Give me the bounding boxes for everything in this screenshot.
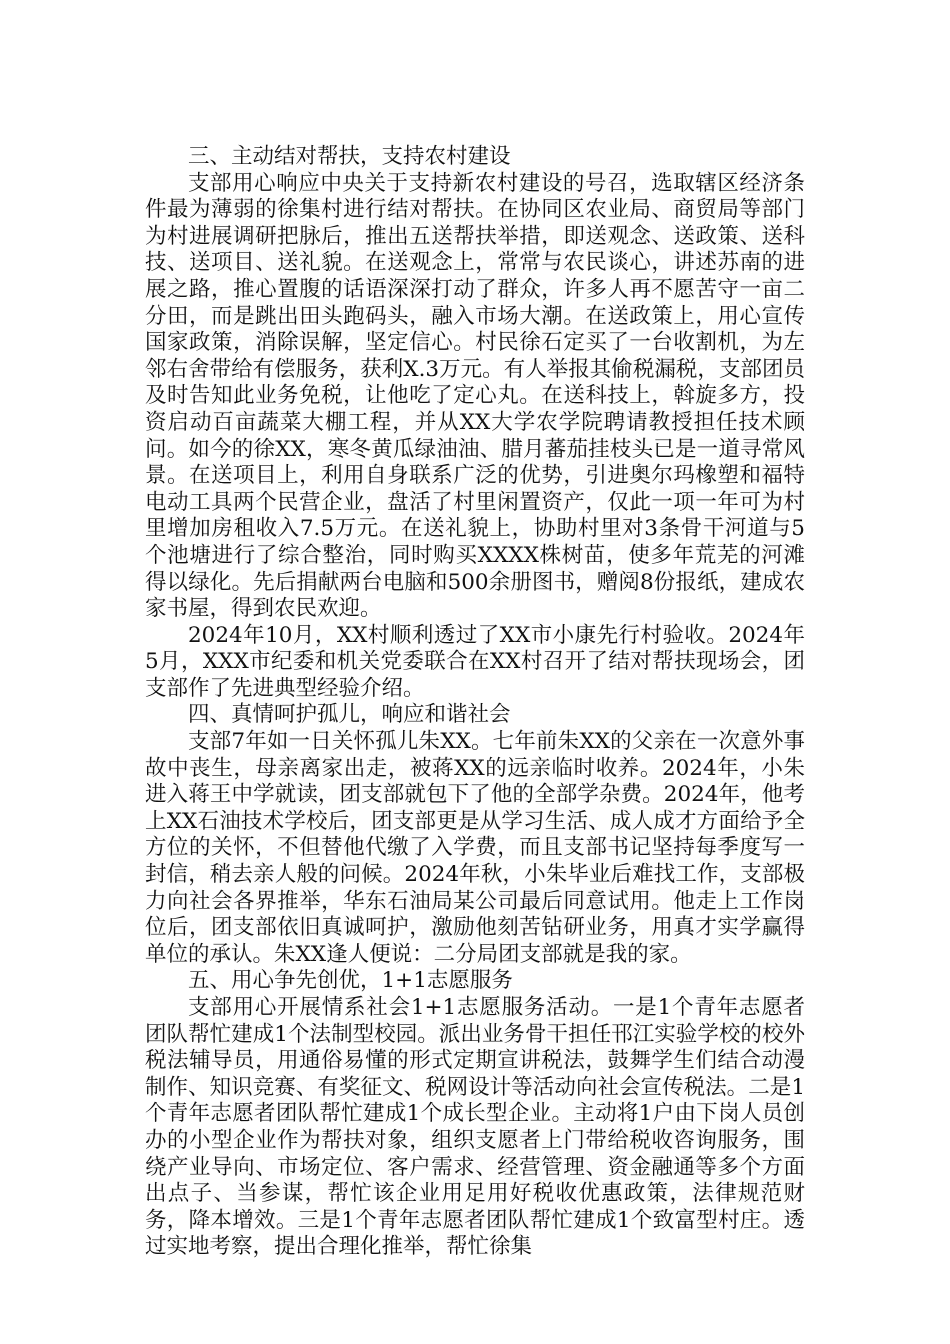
paragraph: 支部用心开展情系社会1+1志愿服务活动。一是1个青年志愿者团队帮忙建成1个法制型校园。派出业务骨干担任邗江实验学校的校外税法辅导员，用通俗易懂的形式定期宣讲税法，鼓舞学生们结合动漫制作、知识竞赛、有奖征文、税网设计等活动向社会宣传税法。二是1个青年志愿者团队帮忙建成1个成长型企业。主动将1户由下岗人员创办的小型企业作为帮扶对象，组织支愿者上门带给税收咨询服务，围绕产业导向、市场定位、客户需求、经营管理、资金融通等多个方面出点子、当参谋，帮忙该企业用足用好税收优惠政策，法律规范财务，降本增效。三是1个青年志愿者团队帮忙建成1个致富型村庄。透过实地考察，提出合理化推举，帮忙徐集 <box>145 995 805 1260</box>
paragraph: 支部7年如一日关怀孤儿朱XX。七年前朱XX的父亲在一次意外事故中丧生，母亲离家出走，被蒋XX的远亲临时收养。2024年，小朱进入蒋王中学就读，团支部就包下了他的全部学杂费。2024年，他考上XX石油技术学校后，团支部更是从学习生活、成人成才方面给予全方位的关怀，不但替他代缴了入学费，而且支部书记坚持每季度写一封信，稍去亲人般的问候。2024年秋，小朱毕业后难找工作，支部极力向社会各界推举，华东石油局某公司最后同意试用。他走上工作岗位后，团支部依旧真诚呵护，激励他刻苦钻研业务，用真才实学赢得单位的承认。朱XX逢人便说：二分局团支部就是我的家。 <box>145 729 805 967</box>
section-heading: 四、真情呵护孤儿，响应和谐社会 <box>188 702 511 728</box>
document-page <box>145 144 805 1261</box>
paragraph: 2024年10月，XX村顺利透过了XX市小康先行村验收。2024年5月，XXX市纪委和机关党委联合在XX村召开了结对帮扶现场会，团支部作了先进典型经验介绍。 <box>145 622 805 701</box>
section-heading: 五、用心争先创优，1+1志愿服务 <box>188 968 513 994</box>
section-heading: 三、主动结对帮扶，支持农村建设 <box>188 144 511 169</box>
paragraph: 支部用心响应中央关于支持新农村建设的号召，选取辖区经济条件最为薄弱的徐集村进行结对帮扶。在协同区农业局、商贸局等部门为村进展调研把脉后，推出五送帮扶举措，即送观念、送政策、送科技、送项目、送礼貌。在送观念上，常常与农民谈心，讲述苏南的进展之路，推心置腹的话语深深打动了群众，许多人再不愿苦守一亩二分田，而是跳出田头跑码头，融入市场大潮。在送政策上，用心宣传国家政策，消除误解，坚定信心。村民徐石定买了一台收割机，为左邻右舍带给有偿服务，获利X.3万元。有人举报其偷税漏税，支部团员及时告知此业务免税，让他吃了定心丸。在送科技上，斡旋多方，投资启动百亩蔬菜大棚工程，并从XX大学农学院聘请教授担任技术顾问。如今的徐XX，寒冬黄瓜绿油油、腊月蕃茄挂枝头已是一道寻常风景。在送项目上，利用自身联系广泛的优势，引进奥尔玛橡塑和福特电动工具两个民营企业，盘活了村里闲置资产，仅此一项一年可为村里增加房租收入7.5万元。在送礼貌上，协助村里对3条骨干河道与5个池塘进行了综合整治，同时购买XXXX株树苗，使多年荒芜的河滩得以绿化。先后捐献两台电脑和500余册图书，赠阅8份报纸，建成农家书屋，得到农民欢迎。 <box>145 170 805 622</box>
